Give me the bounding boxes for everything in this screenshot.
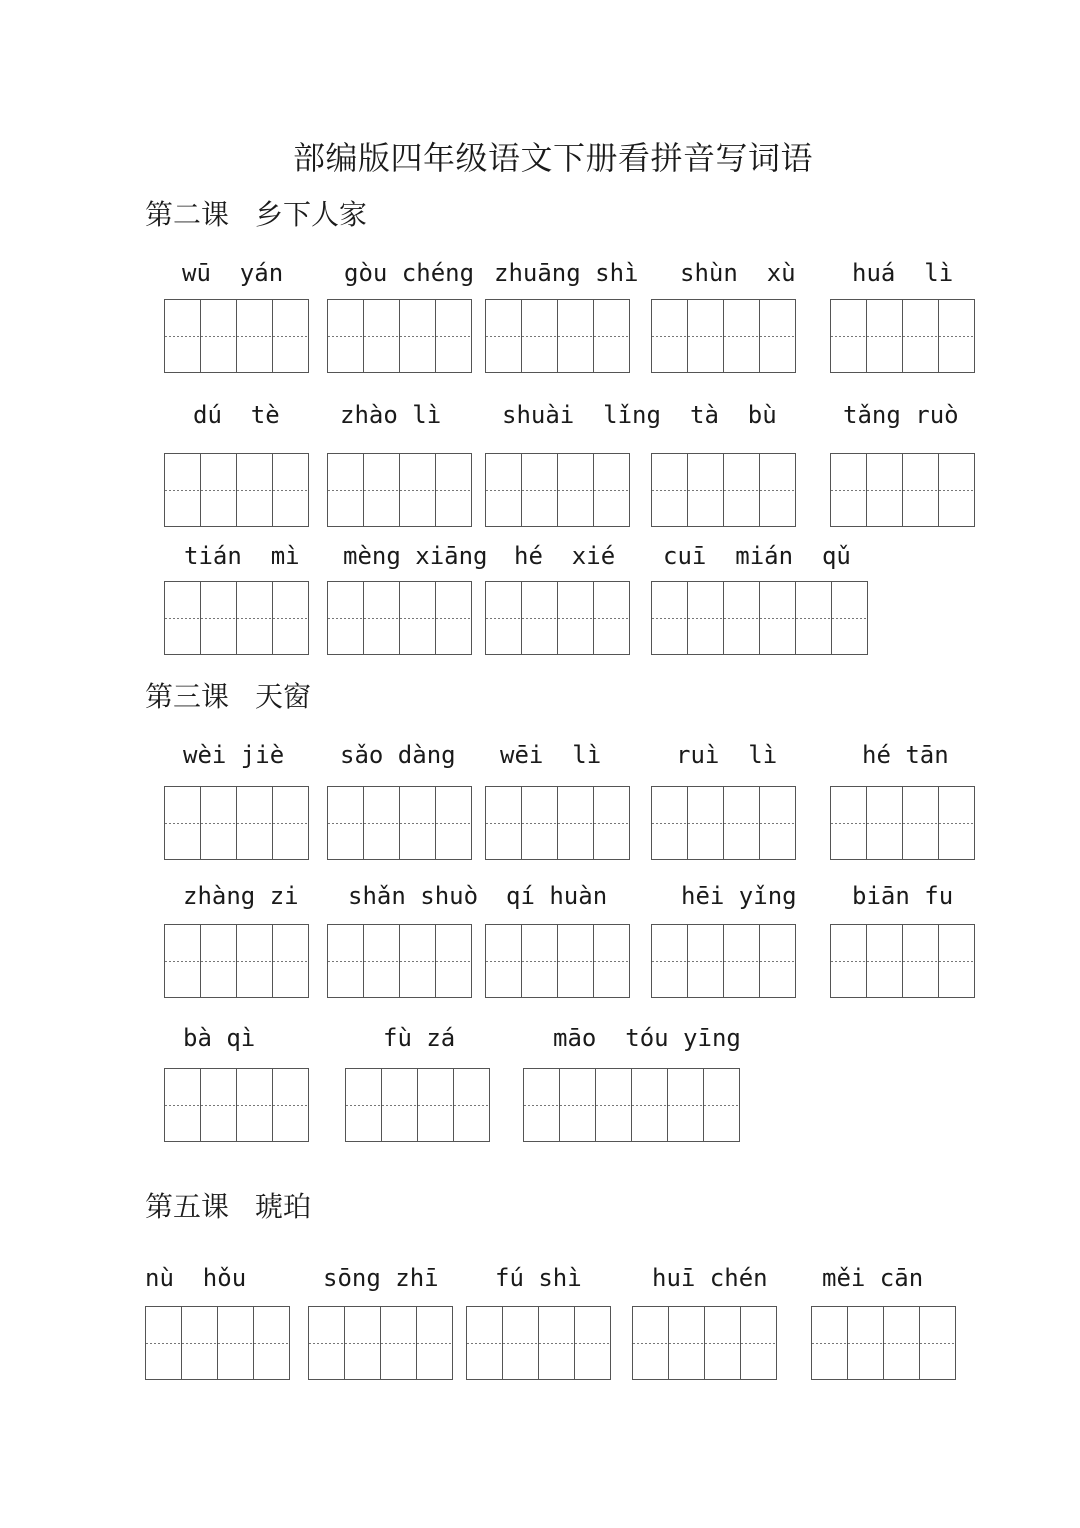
writing-cell[interactable]: [436, 925, 471, 997]
writing-cell[interactable]: [760, 787, 795, 859]
writing-cell[interactable]: [436, 787, 471, 859]
writing-cell[interactable]: [345, 1307, 381, 1379]
writing-cell[interactable]: [436, 454, 471, 526]
writing-cell[interactable]: [560, 1069, 596, 1141]
writing-cell[interactable]: [596, 1069, 632, 1141]
writing-cell[interactable]: [939, 925, 974, 997]
writing-cell[interactable]: [688, 925, 724, 997]
pinyin-label: ruì lì: [676, 741, 778, 769]
answer-box-qí-huàn[interactable]: [485, 924, 630, 998]
writing-cell[interactable]: [831, 454, 867, 526]
answer-box-sǎo-dàng[interactable]: [327, 786, 472, 860]
writing-cell[interactable]: [724, 925, 760, 997]
writing-cell[interactable]: [575, 1307, 610, 1379]
writing-cell[interactable]: [273, 300, 308, 372]
answer-box-huá-lì[interactable]: [830, 299, 975, 373]
pinyin-label: wū yán: [182, 259, 284, 287]
writing-cell[interactable]: [218, 1307, 254, 1379]
pinyin-label: hé tān: [862, 741, 949, 769]
writing-cell[interactable]: [760, 582, 796, 654]
lesson-number: 第五课: [145, 1190, 230, 1223]
answer-box-shuài-lǐng[interactable]: [485, 453, 630, 527]
answer-box-hé-xié[interactable]: [485, 581, 630, 655]
writing-cell[interactable]: [201, 787, 237, 859]
writing-cell[interactable]: [652, 300, 688, 372]
pinyin-label: tián mì: [184, 542, 300, 570]
writing-cell[interactable]: [486, 787, 522, 859]
writing-cell[interactable]: [903, 454, 939, 526]
writing-cell[interactable]: [903, 787, 939, 859]
writing-cell[interactable]: [652, 454, 688, 526]
lesson-heading: [145, 1190, 311, 1224]
writing-cell[interactable]: [867, 454, 903, 526]
pinyin-label: tà bù: [690, 401, 777, 429]
writing-cell[interactable]: [201, 582, 237, 654]
writing-cell[interactable]: [760, 454, 795, 526]
pinyin-label: měi cān: [822, 1264, 924, 1292]
writing-cell[interactable]: [522, 925, 558, 997]
answer-box-zhàng-zi[interactable]: [164, 924, 309, 998]
writing-cell[interactable]: [418, 1069, 454, 1141]
writing-cell[interactable]: [254, 1307, 289, 1379]
pinyin-label: sǎo dàng: [340, 741, 456, 769]
answer-box-zhào-lì[interactable]: [327, 453, 472, 527]
writing-cell[interactable]: [273, 1069, 308, 1141]
writing-cell[interactable]: [558, 787, 594, 859]
writing-cell[interactable]: [381, 1307, 417, 1379]
pinyin-label: sōng zhī: [323, 1264, 439, 1292]
writing-cell[interactable]: [594, 582, 629, 654]
writing-cell[interactable]: [400, 300, 436, 372]
writing-cell[interactable]: [309, 1307, 345, 1379]
writing-cell[interactable]: [668, 1069, 704, 1141]
answer-box-mèng-xiāng[interactable]: [327, 581, 472, 655]
answer-box-wēi-lì[interactable]: [485, 786, 630, 860]
writing-cell[interactable]: [796, 582, 832, 654]
writing-cell[interactable]: [903, 300, 939, 372]
lesson-heading: [145, 680, 311, 714]
lesson-heading: [145, 198, 367, 232]
writing-cell[interactable]: [165, 925, 201, 997]
writing-cell[interactable]: [328, 454, 364, 526]
writing-cell[interactable]: [165, 582, 201, 654]
lesson-number: 第三课: [145, 680, 230, 713]
writing-cell[interactable]: [146, 1307, 182, 1379]
writing-cell[interactable]: [652, 582, 688, 654]
answer-box-zhuāng-shì[interactable]: [485, 299, 630, 373]
answer-box-māo-tóu-yīng[interactable]: [523, 1068, 740, 1142]
writing-cell[interactable]: [688, 454, 724, 526]
writing-cell[interactable]: [328, 300, 364, 372]
writing-cell[interactable]: [237, 300, 273, 372]
pinyin-label: zhàng zi: [183, 882, 299, 910]
answer-box-tián-mì[interactable]: [164, 581, 309, 655]
writing-cell[interactable]: [467, 1307, 503, 1379]
writing-cell[interactable]: [688, 787, 724, 859]
writing-cell[interactable]: [237, 582, 273, 654]
writing-cell[interactable]: [201, 1069, 237, 1141]
lesson-name: 天窗: [255, 680, 312, 713]
writing-cell[interactable]: [688, 582, 724, 654]
writing-cell[interactable]: [741, 1307, 776, 1379]
answer-box-hēi-yǐng[interactable]: [651, 924, 796, 998]
lesson-name: 乡下人家: [255, 198, 368, 231]
answer-box-dú-tè[interactable]: [164, 453, 309, 527]
answer-box-tà-bù[interactable]: [651, 453, 796, 527]
answer-box-shǎn-shuò[interactable]: [327, 924, 472, 998]
writing-cell[interactable]: [328, 787, 364, 859]
writing-cell[interactable]: [831, 925, 867, 997]
pinyin-label: gòu chéng: [344, 259, 475, 287]
writing-cell[interactable]: [688, 300, 724, 372]
writing-cell[interactable]: [939, 787, 974, 859]
pinyin-label: cuī mián qǔ: [663, 542, 851, 570]
writing-cell[interactable]: [867, 300, 903, 372]
writing-cell[interactable]: [201, 454, 237, 526]
answer-box-cuī-mián-qǔ[interactable]: [651, 581, 868, 655]
writing-cell[interactable]: [704, 1069, 739, 1141]
writing-cell[interactable]: [454, 1069, 489, 1141]
writing-cell[interactable]: [364, 582, 400, 654]
writing-cell[interactable]: [436, 582, 471, 654]
pinyin-label: fù zá: [383, 1024, 456, 1052]
writing-cell[interactable]: [724, 454, 760, 526]
writing-cell[interactable]: [724, 787, 760, 859]
writing-cell[interactable]: [273, 582, 308, 654]
writing-cell[interactable]: [594, 454, 629, 526]
writing-cell[interactable]: [486, 300, 522, 372]
pinyin-label: māo tóu yīng: [553, 1024, 741, 1052]
writing-cell[interactable]: [867, 787, 903, 859]
writing-cell[interactable]: [724, 582, 760, 654]
pinyin-label: hé xié: [514, 542, 616, 570]
answer-box-nù-hǒu[interactable]: [145, 1306, 290, 1380]
writing-cell[interactable]: [201, 925, 237, 997]
pinyin-label: mèng xiāng: [343, 542, 488, 570]
answer-box-sōng-zhī[interactable]: [308, 1306, 453, 1380]
lesson-name: 琥珀: [255, 1190, 312, 1223]
answer-box-biān-fu[interactable]: [830, 924, 975, 998]
answer-box-hé-tān[interactable]: [830, 786, 975, 860]
pinyin-label: tǎng ruò: [843, 401, 959, 429]
writing-cell[interactable]: [273, 925, 308, 997]
writing-cell[interactable]: [486, 582, 522, 654]
writing-cell[interactable]: [760, 300, 795, 372]
pinyin-label: shǎn shuò: [348, 882, 479, 910]
writing-cell[interactable]: [652, 787, 688, 859]
writing-cell[interactable]: [558, 300, 594, 372]
writing-cell[interactable]: [831, 300, 867, 372]
writing-cell[interactable]: [400, 582, 436, 654]
pinyin-label: huá lì: [852, 259, 954, 287]
writing-cell[interactable]: [884, 1307, 920, 1379]
writing-cell[interactable]: [237, 1069, 273, 1141]
answer-box-wèi-jiè[interactable]: [164, 786, 309, 860]
answer-box-gòu-chéng[interactable]: [327, 299, 472, 373]
writing-cell[interactable]: [522, 454, 558, 526]
pinyin-label: zhào lì: [340, 401, 442, 429]
writing-cell[interactable]: [832, 582, 867, 654]
pinyin-label: fú shì: [495, 1264, 582, 1292]
writing-cell[interactable]: [503, 1307, 539, 1379]
writing-cell[interactable]: [903, 925, 939, 997]
pinyin-label: dú tè: [193, 401, 280, 429]
writing-cell[interactable]: [417, 1307, 452, 1379]
answer-box-ruì-lì[interactable]: [651, 786, 796, 860]
writing-cell[interactable]: [705, 1307, 741, 1379]
writing-cell[interactable]: [165, 454, 201, 526]
writing-cell[interactable]: [364, 925, 400, 997]
writing-cell[interactable]: [594, 300, 629, 372]
writing-cell[interactable]: [558, 582, 594, 654]
writing-cell[interactable]: [273, 787, 308, 859]
pinyin-label: shuài lǐng: [502, 401, 661, 429]
answer-box-huī-chén[interactable]: [632, 1306, 777, 1380]
writing-cell[interactable]: [652, 925, 688, 997]
writing-cell[interactable]: [165, 787, 201, 859]
writing-cell[interactable]: [165, 300, 201, 372]
pinyin-label: bà qì: [183, 1024, 256, 1052]
writing-cell[interactable]: [633, 1307, 669, 1379]
writing-cell[interactable]: [939, 454, 974, 526]
answer-box-shùn-xù[interactable]: [651, 299, 796, 373]
writing-cell[interactable]: [400, 787, 436, 859]
pinyin-label: biān fu: [852, 882, 954, 910]
writing-cell[interactable]: [939, 300, 974, 372]
writing-cell[interactable]: [724, 300, 760, 372]
answer-box-bà-qì[interactable]: [164, 1068, 309, 1142]
writing-cell[interactable]: [594, 925, 629, 997]
writing-cell[interactable]: [364, 454, 400, 526]
writing-cell[interactable]: [346, 1069, 382, 1141]
writing-cell[interactable]: [669, 1307, 705, 1379]
writing-cell[interactable]: [920, 1307, 955, 1379]
writing-cell[interactable]: [848, 1307, 884, 1379]
writing-cell[interactable]: [558, 925, 594, 997]
writing-cell[interactable]: [382, 1069, 418, 1141]
writing-cell[interactable]: [328, 582, 364, 654]
writing-cell[interactable]: [760, 925, 795, 997]
writing-cell[interactable]: [867, 925, 903, 997]
writing-cell[interactable]: [558, 454, 594, 526]
writing-cell[interactable]: [237, 925, 273, 997]
writing-cell[interactable]: [328, 925, 364, 997]
page-title: 部编版四年级语文下册看拼音写词语: [292, 139, 813, 177]
writing-cell[interactable]: [201, 300, 237, 372]
pinyin-label: nù hǒu: [145, 1264, 247, 1292]
pinyin-label: wēi lì: [500, 741, 602, 769]
writing-cell[interactable]: [237, 787, 273, 859]
pinyin-label: huī chén: [652, 1264, 768, 1292]
writing-cell[interactable]: [524, 1069, 560, 1141]
writing-cell[interactable]: [273, 454, 308, 526]
writing-cell[interactable]: [182, 1307, 218, 1379]
writing-cell[interactable]: [486, 454, 522, 526]
pinyin-label: wèi jiè: [183, 741, 285, 769]
writing-cell[interactable]: [812, 1307, 848, 1379]
writing-cell[interactable]: [400, 454, 436, 526]
writing-cell[interactable]: [486, 925, 522, 997]
answer-box-tǎng-ruò[interactable]: [830, 453, 975, 527]
pinyin-label: shùn xù: [680, 259, 796, 287]
pinyin-label: hēi yǐng: [681, 882, 797, 910]
writing-cell[interactable]: [831, 787, 867, 859]
writing-cell[interactable]: [522, 787, 558, 859]
writing-cell[interactable]: [522, 582, 558, 654]
lesson-number: 第二课: [145, 198, 230, 231]
writing-cell[interactable]: [594, 787, 629, 859]
writing-cell[interactable]: [165, 1069, 201, 1141]
answer-box-fú-shì[interactable]: [466, 1306, 611, 1380]
writing-cell[interactable]: [632, 1069, 668, 1141]
answer-box-wū-yán[interactable]: [164, 299, 309, 373]
writing-cell[interactable]: [400, 925, 436, 997]
writing-cell[interactable]: [364, 787, 400, 859]
pinyin-label: qí huàn: [506, 882, 608, 910]
answer-box-měi-cān[interactable]: [811, 1306, 956, 1380]
writing-cell[interactable]: [539, 1307, 575, 1379]
pinyin-label: zhuāng shì: [494, 259, 639, 287]
writing-cell[interactable]: [237, 454, 273, 526]
writing-cell[interactable]: [522, 300, 558, 372]
writing-cell[interactable]: [436, 300, 471, 372]
writing-cell[interactable]: [364, 300, 400, 372]
answer-box-fù-zá[interactable]: [345, 1068, 490, 1142]
